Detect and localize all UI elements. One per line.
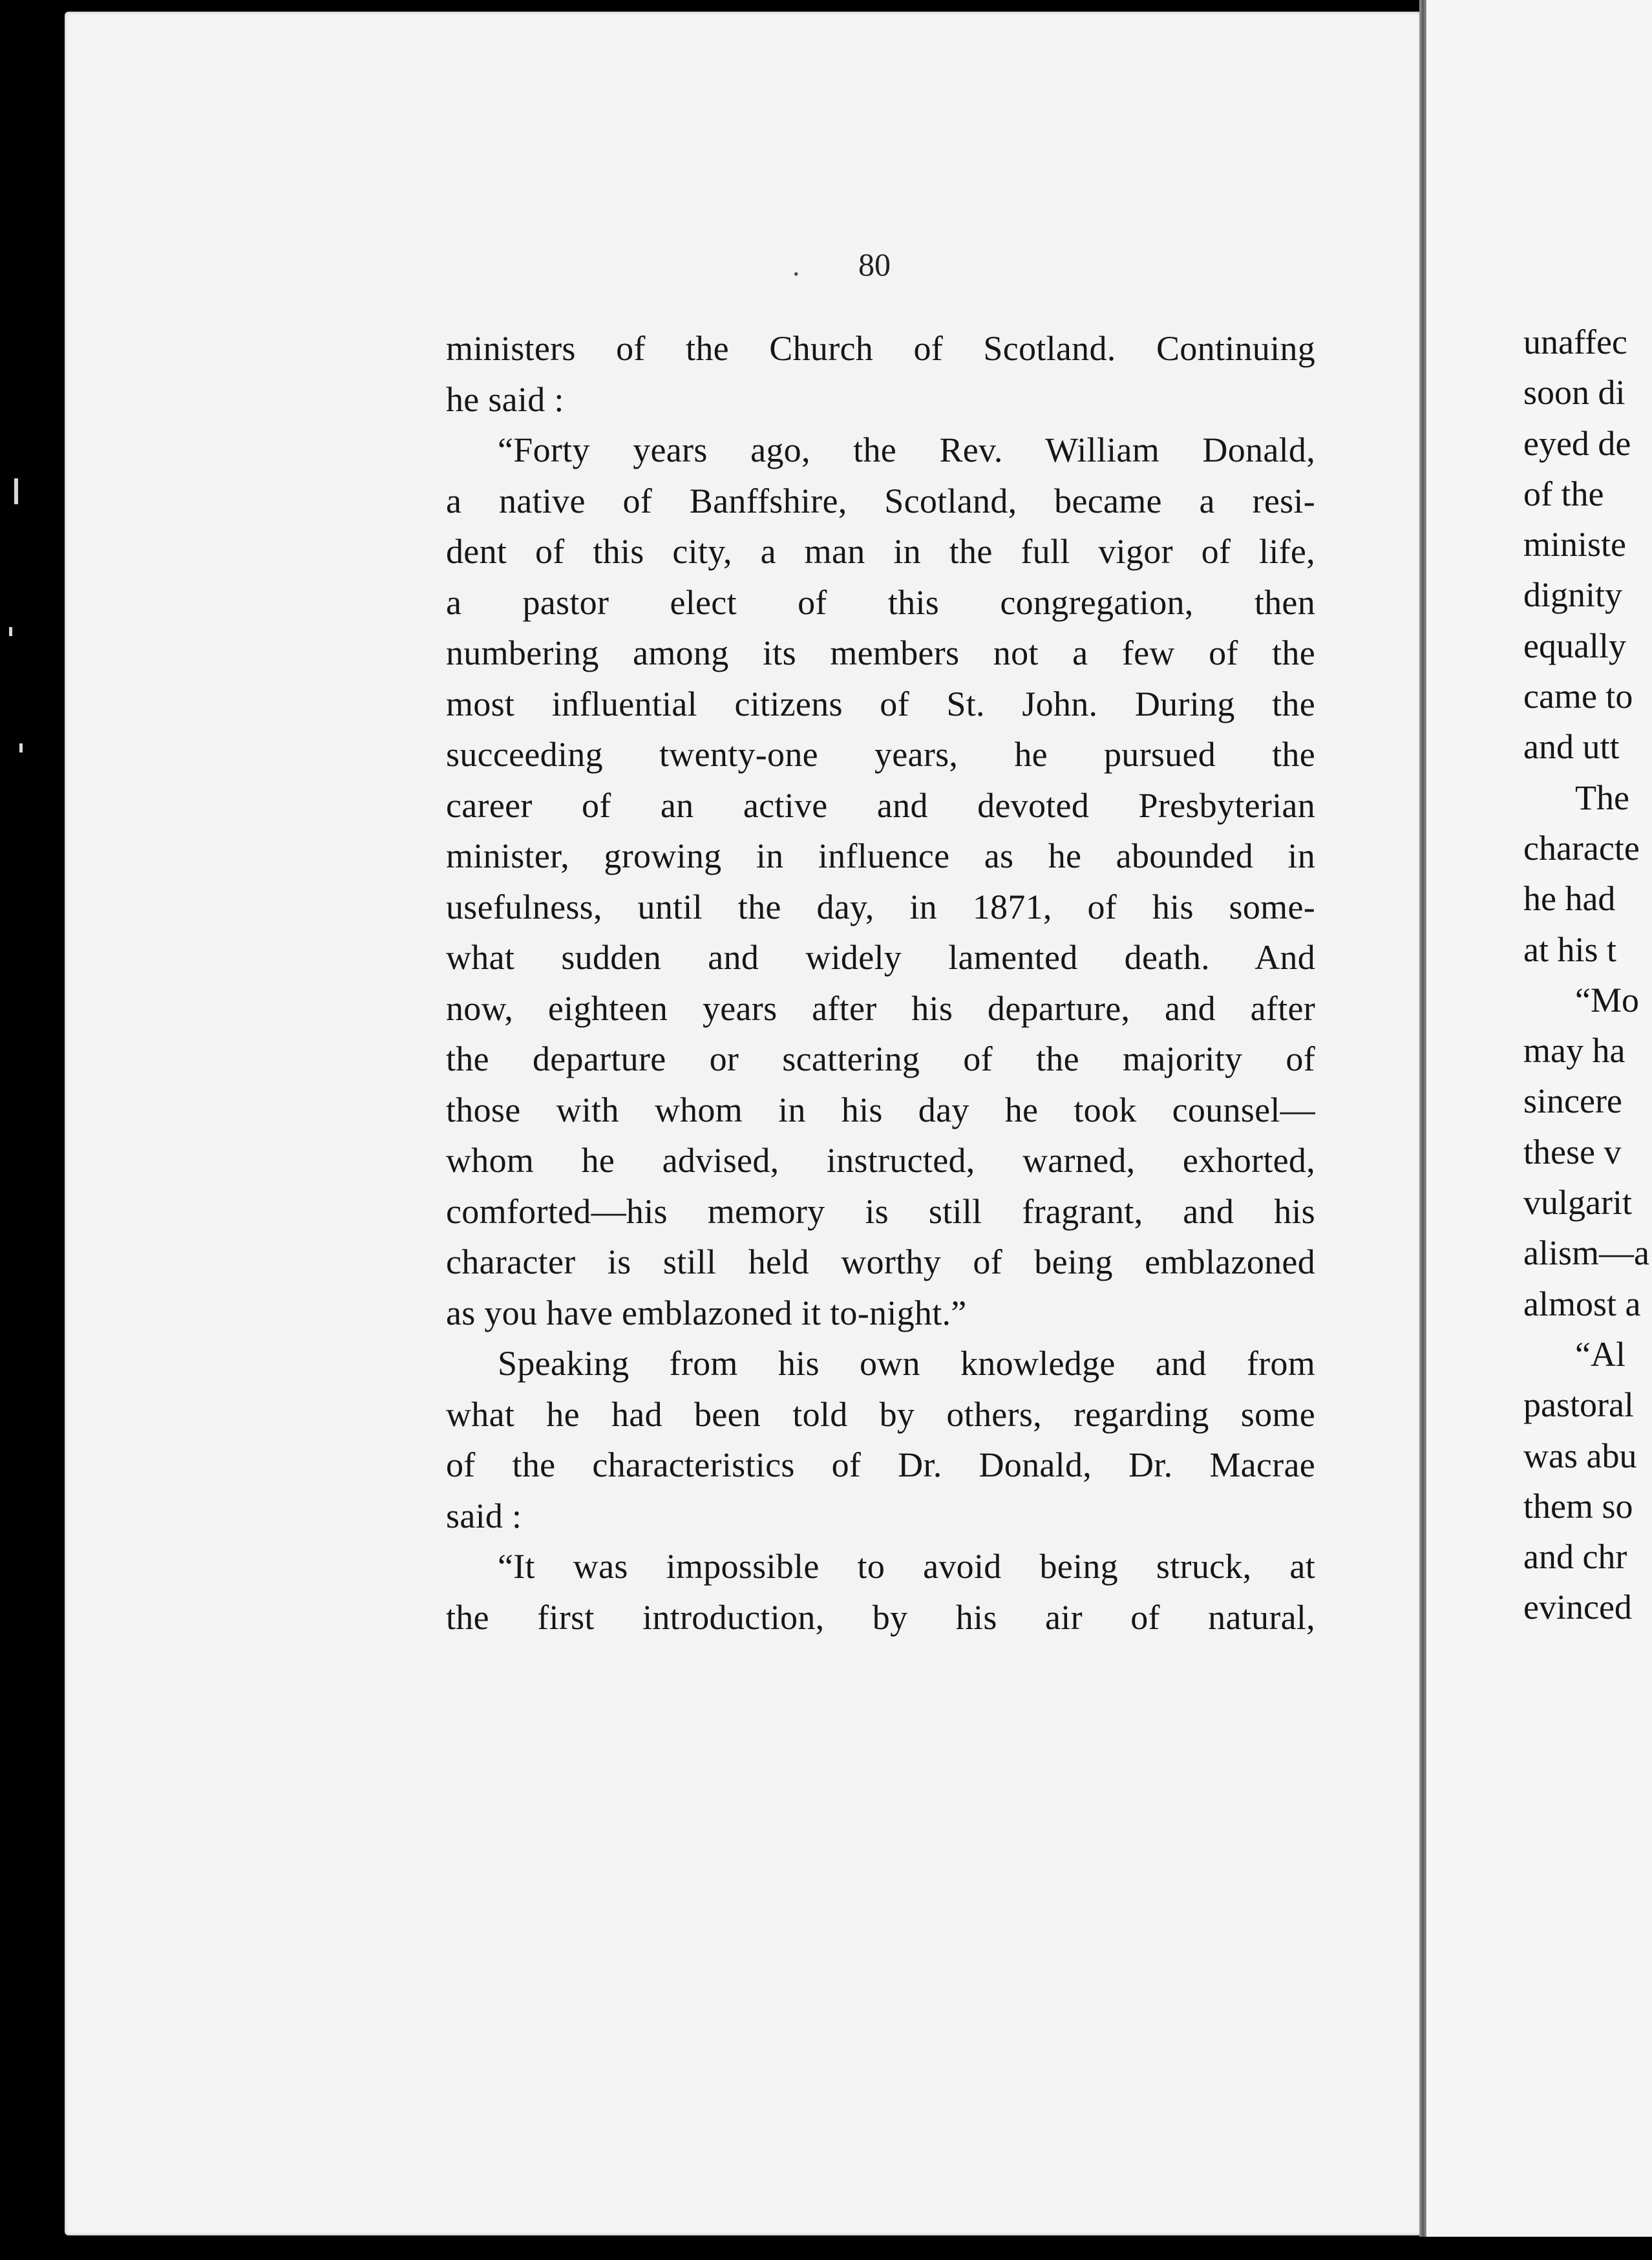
text-line: “Forty years ago, the Rev. William Donald, (498, 431, 1315, 469)
text-line: and chr (1523, 1537, 1627, 1577)
text-line: sincere (1523, 1082, 1622, 1121)
text-line: character is still held worthy of being emblazoned (446, 1242, 1315, 1281)
text-line: most influential citizens of St. John. During the (446, 684, 1315, 723)
page-number-dot: . (792, 249, 800, 282)
text-line: pastoral (1523, 1385, 1634, 1425)
text-line: “Al (1575, 1334, 1626, 1374)
text-line: ministers of the Church of Scotland. Continuing (446, 329, 1315, 368)
text-line: and utt (1523, 727, 1620, 767)
text-line: at his t (1523, 930, 1616, 969)
text-line: he said : (446, 379, 564, 419)
text-line: these v (1523, 1132, 1622, 1171)
text-line: them so (1523, 1486, 1633, 1526)
text-line: dignity (1523, 575, 1623, 615)
text-line: those with whom in his day he took counsel— (446, 1090, 1315, 1129)
text-line: a pastor elect of this congregation, then (446, 582, 1315, 622)
page-number: 80 (858, 246, 891, 282)
text-line: unaffec (1523, 323, 1627, 361)
text-line: the departure or scattering of the majority of (446, 1039, 1315, 1078)
text-line: of the characteristics of Dr. Donald, Dr. Macrae (446, 1445, 1315, 1484)
text-line: was abu (1523, 1436, 1637, 1475)
text-line: alism—a (1523, 1233, 1649, 1273)
text-line: as you have emblazoned it to-night.” (446, 1293, 967, 1332)
text-line: Speaking from his own knowledge and from (498, 1344, 1315, 1383)
text-line: equally (1523, 626, 1626, 665)
text-line: dent of this city, a man in the full vigor of life, (446, 532, 1315, 571)
text-line: The (1575, 778, 1629, 817)
text-line: said : (446, 1496, 522, 1535)
text-line: eyed de (1523, 423, 1631, 463)
text-line: “Mo (1575, 980, 1639, 1019)
text-line: of the (1523, 474, 1604, 513)
text-line: characte (1523, 828, 1640, 868)
text-line: now, eighteen years after his departure, and after (446, 988, 1315, 1028)
text-line: numbering among its members not a few of the (446, 634, 1315, 672)
text-line: comforted—his memory is still fragrant, and his (446, 1191, 1315, 1231)
text-line: came to (1523, 677, 1633, 716)
text-line: what sudden and widely lamented death. And (446, 938, 1315, 977)
text-line: vulgarit (1523, 1183, 1632, 1222)
text-line: may ha (1523, 1031, 1626, 1071)
text-line: ministe (1523, 525, 1626, 564)
text-line: “It was impossible to avoid being struck, at (498, 1547, 1315, 1586)
text-line: usefulness, until the day, in 1871, of his some- (446, 887, 1315, 926)
scan-speck (19, 743, 23, 752)
text-line: career of an active and devoted Presbyterian (446, 785, 1315, 825)
left-page-text (446, 323, 1315, 1643)
text-line: succeeding twenty-one years, he pursued the (446, 735, 1315, 774)
text-line: soon di (1523, 373, 1626, 412)
text-line: what he had been told by others, regarding some (446, 1394, 1315, 1434)
scan-speck (14, 478, 18, 504)
scan-speck (9, 627, 12, 636)
text-line: whom he advised, instructed, warned, exhorted, (446, 1141, 1315, 1180)
text-line: the first introduction, by his air of natural, (446, 1597, 1315, 1637)
text-line: evinced (1523, 1588, 1632, 1627)
text-line: almost a (1523, 1284, 1641, 1323)
text-line: minister, growing in influence as he abounded in (446, 837, 1315, 875)
text-line: a native of Banffshire, Scotland, became a resi- (446, 481, 1315, 520)
text-line: he had (1523, 879, 1616, 919)
right-page-text (1523, 317, 1652, 1633)
